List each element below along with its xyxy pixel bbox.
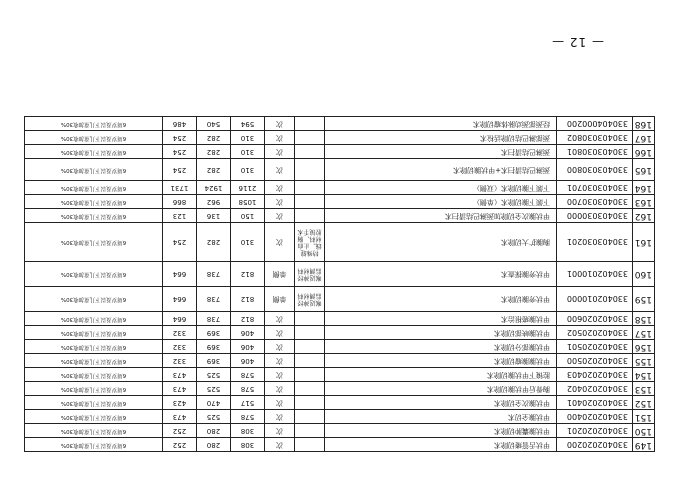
- item-code: 330402020502: [557, 326, 633, 340]
- item-name: 颈淋巴结清扫术: [325, 145, 557, 159]
- excluded-material: 喉返神经监测材料: [295, 262, 325, 287]
- price-level-2: 738: [197, 287, 231, 312]
- remark: 6周岁及以下儿童加收30%: [25, 159, 163, 181]
- item-code: 330403030201: [557, 223, 633, 262]
- price-level-2: 525: [197, 410, 231, 424]
- price-level-3: 254: [163, 145, 197, 159]
- pricing-unit: 次: [265, 326, 295, 340]
- excluded-material: [295, 368, 325, 382]
- item-name: 胸骨后甲状腺切除术: [325, 382, 557, 396]
- price-level-3: 252: [163, 438, 197, 452]
- price-level-3: 473: [163, 368, 197, 382]
- price-level-1: 812: [231, 312, 265, 326]
- price-level-2: 525: [197, 382, 231, 396]
- item-code: 330403030700: [557, 195, 633, 209]
- table-row: [25, 159, 655, 181]
- price-level-1: 578: [231, 410, 265, 424]
- price-level-1: 406: [231, 340, 265, 354]
- excluded-material: [295, 396, 325, 410]
- table-row: [25, 410, 655, 424]
- item-code: 330402020201: [557, 424, 633, 438]
- row-number: 154: [633, 368, 655, 382]
- item-code: 330402020403: [557, 368, 633, 382]
- item-code: 330403030801: [557, 145, 633, 159]
- pricing-unit: 次: [265, 396, 295, 410]
- pricing-unit: 次: [265, 209, 295, 223]
- pricing-unit: 次: [265, 424, 295, 438]
- remark: 6周岁及以下儿童加收30%: [25, 382, 163, 396]
- fee-table: [24, 116, 655, 452]
- price-level-1: 2116: [231, 181, 265, 195]
- price-level-3: 252: [163, 424, 197, 438]
- price-level-2: 738: [197, 262, 231, 287]
- remark: 6周岁及以下儿童加收30%: [25, 424, 163, 438]
- table-row: [25, 396, 655, 410]
- item-name: 甲状腺全切术: [325, 410, 557, 424]
- item-name: 甲状腺峡部切除术: [325, 326, 557, 340]
- excluded-material: [295, 326, 325, 340]
- price-level-1: 308: [231, 424, 265, 438]
- price-level-2: 738: [197, 312, 231, 326]
- pricing-unit: 次: [265, 354, 295, 368]
- row-number: 151: [633, 410, 655, 424]
- row-number: 165: [633, 159, 655, 181]
- pricing-unit: 次: [265, 131, 295, 145]
- row-number: 159: [633, 287, 655, 312]
- row-number: 149: [633, 438, 655, 452]
- price-level-2: 369: [197, 340, 231, 354]
- table-row: [25, 195, 655, 209]
- price-level-2: 369: [197, 354, 231, 368]
- pricing-unit: 次: [265, 223, 295, 262]
- pricing-unit: 次: [265, 410, 295, 424]
- item-name: 甲状腺次全切除加颈淋巴结清扫术: [325, 209, 557, 223]
- price-level-2: 540: [197, 117, 231, 131]
- row-number: 150: [633, 424, 655, 438]
- item-name: 甲状旁腺探查术: [325, 262, 557, 287]
- item-name: 甲状腺部分切除术: [325, 340, 557, 354]
- price-level-1: 308: [231, 438, 265, 452]
- item-code: 330402020402: [557, 382, 633, 396]
- price-level-3: 486: [163, 117, 197, 131]
- excluded-material: [295, 131, 325, 145]
- price-level-1: 406: [231, 326, 265, 340]
- price-level-3: 664: [163, 312, 197, 326]
- item-name: 下颌下腺切除术（双侧）: [325, 181, 557, 195]
- remark: 6周岁及以下儿童加收30%: [25, 131, 163, 145]
- excluded-material: [295, 424, 325, 438]
- pricing-unit: 次: [265, 340, 295, 354]
- item-name: 下颌下腺切除术（单侧）: [325, 195, 557, 209]
- row-number: 162: [633, 209, 655, 223]
- price-level-3: 473: [163, 410, 197, 424]
- remark: 6周岁及以下儿童加收30%: [25, 410, 163, 424]
- table-row: [25, 424, 655, 438]
- excluded-material: [295, 354, 325, 368]
- excluded-material: 喉返神经监测材料: [295, 287, 325, 312]
- row-number: 155: [633, 354, 655, 368]
- remark: 6周岁及以下儿童加收30%: [25, 117, 163, 131]
- item-name: 甲状腺腺瘤切除术: [325, 354, 557, 368]
- excluded-material: [295, 438, 325, 452]
- item-code: 330403030800: [557, 159, 633, 181]
- row-number: 160: [633, 262, 655, 287]
- price-level-1: 310: [231, 223, 265, 262]
- table-row: [25, 312, 655, 326]
- excluded-material: [295, 159, 325, 181]
- row-number: 153: [633, 382, 655, 396]
- item-name: 胸腺扩大切除术: [325, 223, 557, 262]
- price-level-1: 594: [231, 117, 265, 131]
- row-number: 158: [633, 312, 655, 326]
- price-level-2: 280: [197, 424, 231, 438]
- price-level-1: 578: [231, 368, 265, 382]
- remark: 6周岁及以下儿童加收30%: [25, 223, 163, 262]
- table-row: [25, 368, 655, 382]
- remark: 6周岁及以下儿童加收30%: [25, 287, 163, 312]
- excluded-material: [295, 382, 325, 396]
- table-row: [25, 438, 655, 452]
- item-name: 甲状腺囊肿切除术: [325, 424, 557, 438]
- pricing-unit: 次: [265, 312, 295, 326]
- pricing-unit: 次: [265, 438, 295, 452]
- pricing-unit: 单侧: [265, 287, 295, 312]
- item-code: 330403030000: [557, 209, 633, 223]
- price-level-1: 310: [231, 145, 265, 159]
- row-number: 166: [633, 145, 655, 159]
- item-code: 330404000200: [557, 117, 633, 131]
- price-level-3: 866: [163, 195, 197, 209]
- table-row: [25, 223, 655, 262]
- price-level-3: 254: [163, 131, 197, 145]
- price-level-1: 406: [231, 354, 265, 368]
- row-number: 163: [633, 195, 655, 209]
- item-code: 330402010001: [557, 262, 633, 287]
- price-level-1: 1058: [231, 195, 265, 209]
- price-level-3: 473: [163, 382, 197, 396]
- price-level-1: 310: [231, 159, 265, 181]
- pricing-unit: 次: [265, 145, 295, 159]
- item-code: 330402020401: [557, 396, 633, 410]
- item-name: 颈部淋巴结切除活检术: [325, 131, 557, 145]
- remark: 6周岁及以下儿童加收30%: [25, 326, 163, 340]
- excluded-material: [295, 181, 325, 195]
- price-level-2: 282: [197, 159, 231, 181]
- price-level-3: 254: [163, 159, 197, 181]
- item-code: 330402020600: [557, 312, 633, 326]
- row-number: 168: [633, 117, 655, 131]
- excluded-material: [295, 117, 325, 131]
- excluded-material: [295, 195, 325, 209]
- row-number: 157: [633, 326, 655, 340]
- price-level-1: 310: [231, 131, 265, 145]
- fee-table-body: [25, 117, 655, 452]
- price-level-3: 332: [163, 354, 197, 368]
- item-name: 腔镜下甲状腺切除术: [325, 368, 557, 382]
- table-row: [25, 262, 655, 287]
- table-row: [25, 326, 655, 340]
- table-row: [25, 209, 655, 223]
- row-number: 152: [633, 396, 655, 410]
- price-level-2: 282: [197, 131, 231, 145]
- table-row: [25, 181, 655, 195]
- table-row: [25, 340, 655, 354]
- remark: 6周岁及以下儿童加收30%: [25, 354, 163, 368]
- remark: 6周岁及以下儿童加收30%: [25, 340, 163, 354]
- excluded-material: [295, 312, 325, 326]
- excluded-material: [295, 145, 325, 159]
- price-level-2: 1924: [197, 181, 231, 195]
- price-level-2: 282: [197, 223, 231, 262]
- remark: 6周岁及以下儿童加收30%: [25, 438, 163, 452]
- price-level-2: 136: [197, 209, 231, 223]
- price-level-3: 664: [163, 262, 197, 287]
- item-name: 颈淋巴结清扫术+甲状腺切除术: [325, 159, 557, 181]
- item-name: 甲状腺次全切除术: [325, 396, 557, 410]
- row-number: 167: [633, 131, 655, 145]
- remark: 6周岁及以下儿童加收30%: [25, 262, 163, 287]
- excluded-material: 特殊缝线、止血材料、胸腔镜手术: [295, 223, 325, 262]
- item-code: 330402010000: [557, 287, 633, 312]
- price-level-2: 525: [197, 368, 231, 382]
- price-level-1: 150: [231, 209, 265, 223]
- price-level-2: 369: [197, 326, 231, 340]
- item-code: 330402020400: [557, 410, 633, 424]
- table-row: [25, 287, 655, 312]
- price-level-2: 282: [197, 145, 231, 159]
- price-level-3: 123: [163, 209, 197, 223]
- price-level-2: 962: [197, 195, 231, 209]
- price-level-1: 812: [231, 262, 265, 287]
- row-number: 164: [633, 181, 655, 195]
- remark: 6周岁及以下儿童加收30%: [25, 368, 163, 382]
- remark: 6周岁及以下儿童加收30%: [25, 195, 163, 209]
- table-row: [25, 382, 655, 396]
- item-name: 甲状舌管瘘切除术: [325, 438, 557, 452]
- price-level-1: 812: [231, 287, 265, 312]
- excluded-material: [295, 340, 325, 354]
- remark: 6周岁及以下儿童加收30%: [25, 181, 163, 195]
- pricing-unit: 次: [265, 117, 295, 131]
- price-level-2: 470: [197, 396, 231, 410]
- pricing-unit: 次: [265, 195, 295, 209]
- table-row: [25, 117, 655, 131]
- pricing-unit: 单侧: [265, 262, 295, 287]
- item-code: 330402020500: [557, 354, 633, 368]
- price-level-3: 332: [163, 340, 197, 354]
- item-code: 330403030701: [557, 181, 633, 195]
- pricing-unit: 次: [265, 382, 295, 396]
- item-code: 330403030802: [557, 131, 633, 145]
- pricing-unit: 次: [265, 159, 295, 181]
- price-level-3: 332: [163, 326, 197, 340]
- table-row: [25, 131, 655, 145]
- price-level-3: 664: [163, 287, 197, 312]
- remark: 6周岁及以下儿童加收30%: [25, 396, 163, 410]
- excluded-material: [295, 410, 325, 424]
- item-name: 经颈部颈动脉体瘤切除术: [325, 117, 557, 131]
- excluded-material: [295, 209, 325, 223]
- item-code: 330402020200: [557, 438, 633, 452]
- item-name: 甲状腺癌根治术: [325, 312, 557, 326]
- item-code: 330402020501: [557, 340, 633, 354]
- price-level-1: 578: [231, 382, 265, 396]
- row-number: 161: [633, 223, 655, 262]
- page-number: — 12 —: [551, 35, 604, 49]
- remark: 6周岁及以下儿童加收30%: [25, 145, 163, 159]
- remark: 6周岁及以下儿童加收30%: [25, 312, 163, 326]
- price-level-3: 1731: [163, 181, 197, 195]
- item-name: 甲状旁腺切除术: [325, 287, 557, 312]
- remark: 6周岁及以下儿童加收30%: [25, 209, 163, 223]
- row-number: 156: [633, 340, 655, 354]
- price-level-2: 280: [197, 438, 231, 452]
- table-row: [25, 145, 655, 159]
- pricing-unit: 次: [265, 181, 295, 195]
- table-row: [25, 354, 655, 368]
- price-level-1: 517: [231, 396, 265, 410]
- price-level-3: 254: [163, 223, 197, 262]
- pricing-unit: 次: [265, 368, 295, 382]
- price-level-3: 423: [163, 396, 197, 410]
